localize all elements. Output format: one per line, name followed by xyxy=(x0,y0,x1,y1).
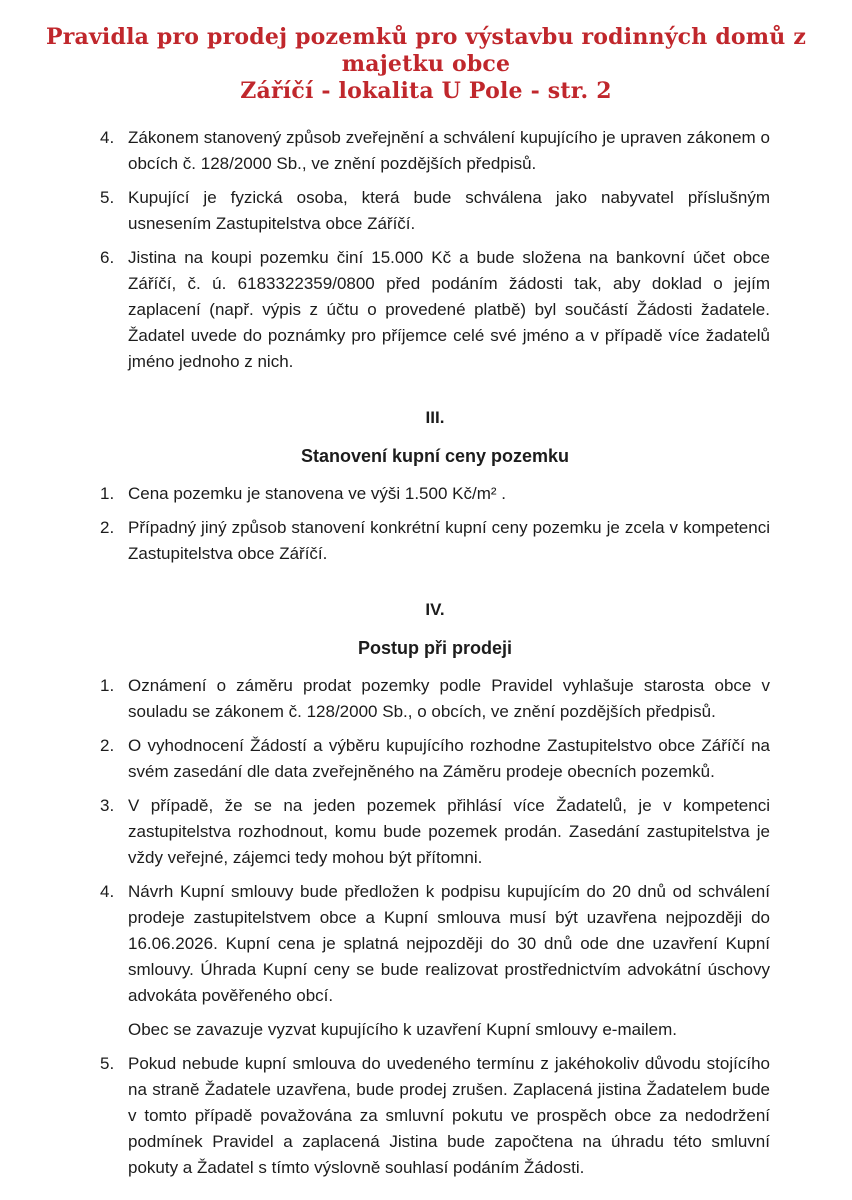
list-item-number: 1. xyxy=(100,484,115,503)
list-item-text: Kupující je fyzická osoba, která bude schválena jako nabyvatel příslušným usnesením Zastupitelstva obce Záříčí. xyxy=(128,188,770,233)
page-title xyxy=(0,0,852,105)
section-number: III. xyxy=(425,408,445,427)
list-item-text: Případný jiný způsob stanovení konkrétní kupní ceny pozemku je zcela v kompetenci Zastupitelstva obce Záříčí. xyxy=(128,518,770,563)
list-item xyxy=(100,515,770,567)
list-item-number: 2. xyxy=(100,736,115,755)
list-item xyxy=(100,481,770,507)
list-item-number: 5. xyxy=(100,188,115,207)
list-item xyxy=(100,125,770,177)
section-title: Stanovení kupní ceny pozemku xyxy=(300,446,570,466)
list-item xyxy=(100,733,770,785)
list-item-extra-paragraph: Obec se zavazuje vyzvat kupujícího k uzavření Kupní smlouvy e-mailem. xyxy=(128,1020,677,1039)
list-item xyxy=(100,793,770,871)
list-item-number: 5. xyxy=(100,1054,115,1073)
list-item-number: 1. xyxy=(100,676,115,695)
list-item-text: Pokud nebude kupní smlouva do uvedeného termínu z jakéhokoliv důvodu stojícího na straně Žadatele uzavřena, bude prodej zrušen. Zaplacená jistina Žadatelem bude v tomto případě považována za smluvní pokutu ve prospěch obce za nedodržení podmínek Pravidel a zaplacená Jistina bude započtena na úhradu této smluvní pokuty a Žadatel s tímto výslovně souhlasí podáním Žádosti. xyxy=(128,1054,770,1177)
list-item-text: Cena pozemku je stanovena ve výši 1.500 Kč/m² . xyxy=(128,484,506,503)
list-item-number: 2. xyxy=(100,518,115,537)
page-title-line-2: Záříčí - lokalita U Pole - str. 2 xyxy=(240,78,612,104)
list-item xyxy=(100,879,770,1009)
section-number: IV. xyxy=(425,600,445,619)
list-item-number: 6. xyxy=(100,248,115,267)
list-item-text: Zákonem stanovený způsob zveřejnění a schválení kupujícího je upraven zákonem o obcích č. 128/2000 Sb., ve znění pozdějších předpisů. xyxy=(128,128,770,173)
list-item-text: O vyhodnocení Žádostí a výběru kupujícího rozhodne Zastupitelstvo obce Záříčí na svém zasedání dle data zveřejněného na Záměru prodeje obecních pozemků. xyxy=(128,736,770,781)
section-title: Postup při prodeji xyxy=(357,638,512,658)
list-item-text: Návrh Kupní smlouvy bude předložen k podpisu kupujícím do 20 dnů od schválení prodeje zastupitelstvem obce a Kupní smlouva musí být uzavřena nejpozději do 16.06.2026. Kupní cena je splatná nejpozději do 30 dnů ode dne uzavření Kupní smlouvy. Úhrada Kupní ceny se bude realizovat prostřednictvím advokátní úschovy advokáta pověřeného obcí. xyxy=(128,882,770,1005)
section-iii xyxy=(100,405,770,567)
section-iv xyxy=(100,597,770,1181)
page-title-line-1: Pravidla pro prodej pozemků pro výstavbu rodinných domů z majetku obce xyxy=(45,24,807,77)
list-item-continuation xyxy=(100,1017,770,1043)
list-item xyxy=(100,185,770,237)
list-item-number: 4. xyxy=(100,128,115,147)
document-body xyxy=(0,105,852,1181)
list-item-number-spacer xyxy=(100,1017,128,1043)
list-item xyxy=(100,673,770,725)
intro-list xyxy=(100,125,770,375)
list-item-number: 3. xyxy=(100,796,115,815)
list-item xyxy=(100,1051,770,1181)
list-item-number: 4. xyxy=(100,882,115,901)
list-item-text: Jistina na koupi pozemku činí 15.000 Kč a bude složena na bankovní účet obce Záříčí, č. ú. 6183322359/0800 před podáním žádosti tak, aby doklad o jejím zaplacení (např. výpis z účtu o provedené platbě) byl součástí Žádosti žadatele. Žadatel uvede do poznámky pro příjemce celé své jméno a v případě více žadatelů jméno jednoho z nich. xyxy=(128,248,770,371)
list-item xyxy=(100,245,770,375)
list-item-text: Oznámení o záměru prodat pozemky podle Pravidel vyhlašuje starosta obce v souladu se zákonem č. 128/2000 Sb., o obcích, ve znění pozdějších předpisů. xyxy=(128,676,770,721)
list-item-text: V případě, že se na jeden pozemek přihlásí více Žadatelů, je v kompetenci zastupitelstva rozhodnout, komu bude pozemek prodán. Zasedání zastupitelstva je vždy veřejné, zájemci tedy mohou být přítomni. xyxy=(128,796,770,867)
